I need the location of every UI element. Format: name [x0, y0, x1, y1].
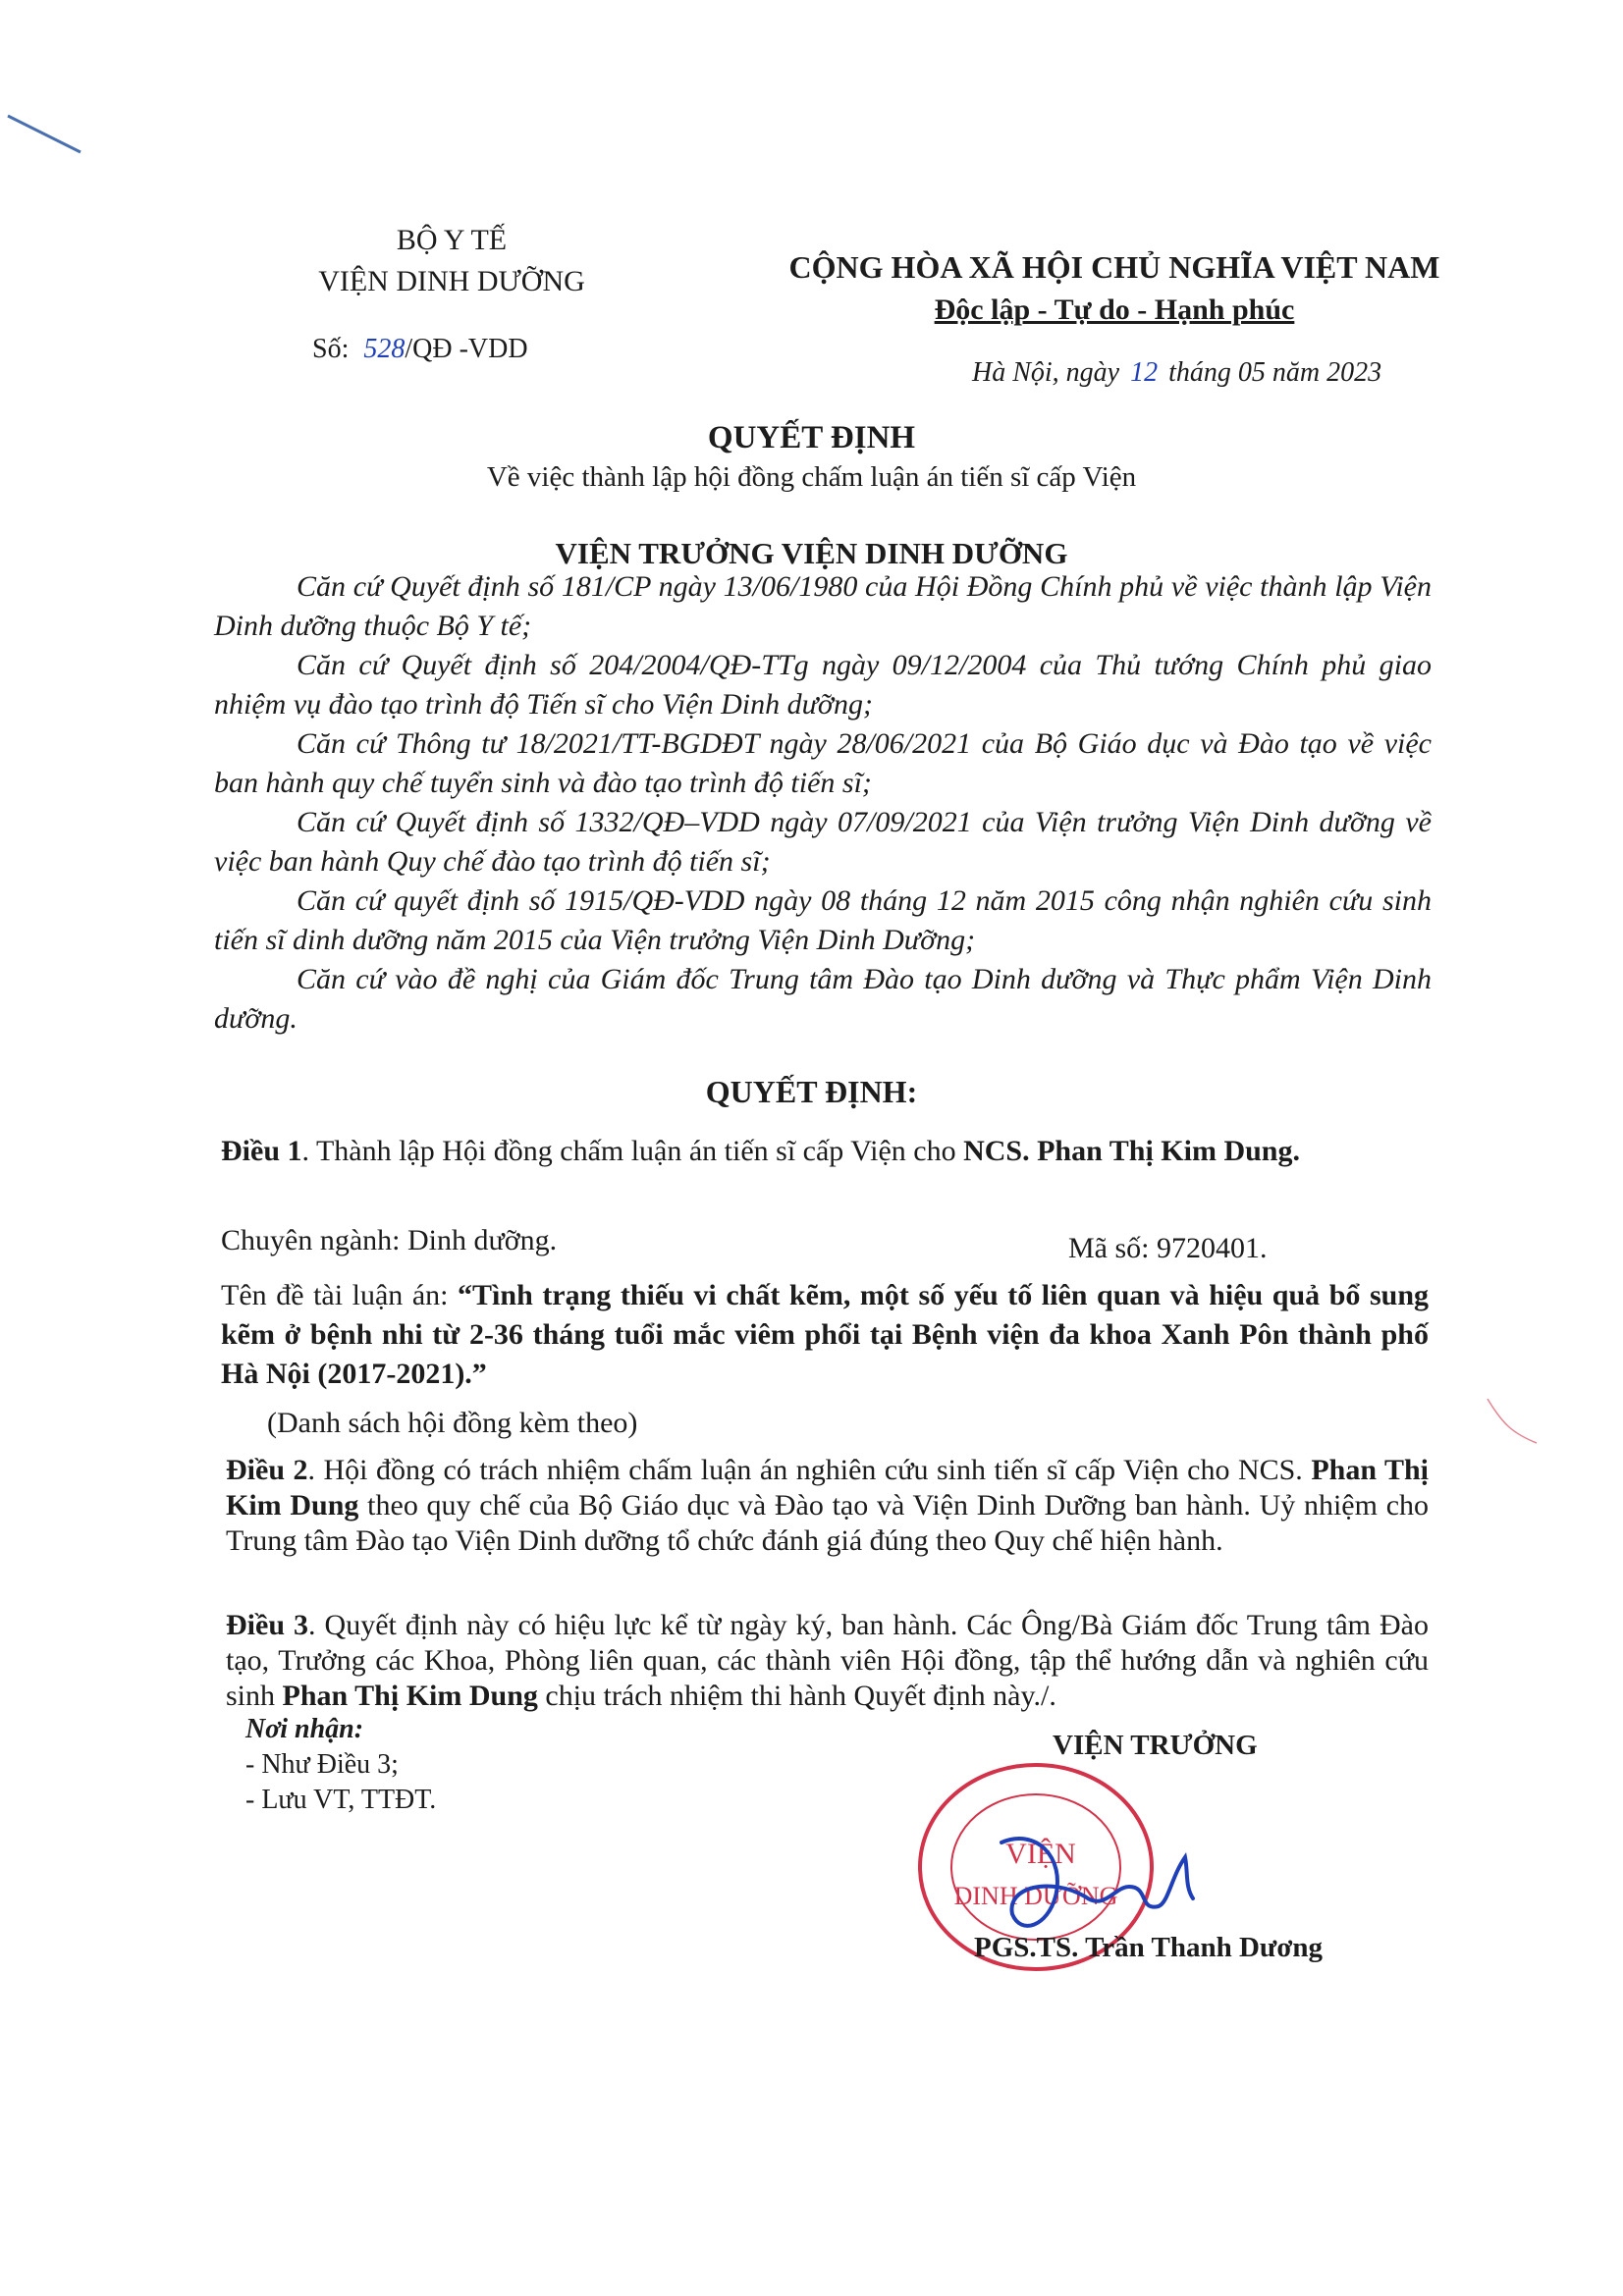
recipients-title: Nơi nhận:	[245, 1714, 364, 1744]
basis-item: Căn cứ Quyết định số 181/CP ngày 13/06/1980 của Hội Đồng Chính phủ về việc thành lập Viện Dinh dưỡng thuộc Bộ Y tế;	[214, 570, 1432, 642]
thesis-prefix: Tên đề tài luận án:	[221, 1279, 459, 1311]
thesis-title-text: “Tình trạng thiếu vi chất kẽm, một số yếu tố liên quan và hiệu quả bổ sung kẽm ở bệnh nhi từ 2-36 tháng tuổi mắc viêm phổi tại Bệnh viện đa khoa Xanh Pôn thành phố Hà Nội (2017-2021).”	[221, 1279, 1430, 1390]
issuing-authority: VIỆN TRƯỞNG VIỆN DINH DƯỠNG	[555, 536, 1068, 570]
candidate-name: NCS. Phan Thị Kim Dung.	[963, 1135, 1300, 1167]
number-suffix: /QĐ -VDD	[405, 334, 528, 364]
article-3-label: Điều 3	[226, 1609, 309, 1641]
article-2-label: Điều 2	[226, 1454, 308, 1486]
article-2-text-2: theo quy chế của Bộ Giáo dục và Đào tạo và Viện Dinh Dưỡng ban hành. Uỷ nhiệm cho Trung tâm Đào tạo Viện Dinh dưỡng tổ chức đánh giá đúng theo Quy chế hiện hành.	[226, 1489, 1430, 1557]
article-2-text-1: . Hội đồng có trách nhiệm chấm luận án nghiên cứu sinh tiến sĩ cấp Viện cho NCS.	[307, 1454, 1312, 1486]
article-1	[221, 1129, 1429, 1174]
basis-item: Căn cứ Thông tư 18/2021/TT-BGDĐT ngày 28/06/2021 của Bộ Giáo dục và Đào tạo về việc ban hành quy chế tuyển sinh và đào tạo trình độ tiến sĩ;	[214, 727, 1432, 799]
recipients	[245, 1712, 436, 1818]
basis-item: Căn cứ Quyết định số 204/2004/QĐ-TTg ngày 09/12/2004 của Thủ tướng Chính phủ giao nhiệm vụ đào tạo trình độ Tiến sĩ cho Viện Dinh dưỡng;	[214, 649, 1432, 721]
issuer-header	[250, 220, 653, 302]
signer-position: VIỆN TRƯỞNG	[1053, 1730, 1258, 1761]
basis-item: Căn cứ vào đề nghị của Giám đốc Trung tâm Đào tạo Dinh dưỡng và Thực phẩm Viện Dinh dưỡng.	[214, 963, 1432, 1035]
article-1-label: Điều 1	[221, 1135, 302, 1167]
basis-item: Căn cứ quyết định số 1915/QĐ-VDD ngày 08 tháng 12 năm 2015 công nhận nghiên cứu sinh tiến sĩ dinh dưỡng năm 2015 của Viện trưởng Viện Dinh Dưỡng;	[214, 884, 1432, 956]
ministry-name: BỘ Y TẾ	[396, 224, 508, 256]
article-3	[226, 1608, 1429, 1714]
issue-date	[972, 357, 1381, 389]
date-suffix: tháng 05 năm 2023	[1168, 357, 1382, 388]
date-prefix: Hà Nội, ngày	[972, 357, 1120, 388]
stamp-text-2: DINH DƯỠNG	[953, 1882, 1118, 1910]
document-subject: Về việc thành lập hội đồng chấm luận án tiến sĩ cấp Viện	[486, 461, 1137, 493]
recipient-item: - Như Điều 3;	[245, 1749, 399, 1780]
state-header	[707, 245, 1522, 332]
article-2-candidate: Phan Thị Kim Dung	[226, 1454, 1429, 1522]
article-3-text-2: chịu trách nhiệm thi hành Quyết định này./.	[537, 1680, 1056, 1712]
major-code: Mã số: 9720401.	[1068, 1232, 1268, 1264]
stamp-text-1: VIỆN	[1005, 1838, 1076, 1870]
edge-mark	[1483, 1394, 1542, 1453]
number-handwritten: 528	[363, 334, 406, 364]
institute-name-text: VIỆN DINH DƯỠNG	[318, 265, 585, 297]
article-1-text: . Thành lập Hội đồng chấm luận án tiến sĩ cấp Viện cho	[301, 1135, 964, 1167]
recipient-item: - Lưu VT, TTĐT.	[245, 1785, 437, 1815]
article-3-candidate: Phan Thị Kim Dung	[282, 1680, 538, 1712]
thesis-title	[221, 1276, 1429, 1394]
document-title: QUYẾT ĐỊNH	[707, 420, 916, 455]
date-day-handwritten: 12	[1130, 357, 1159, 388]
number-prefix: Số:	[312, 334, 350, 364]
institute-name	[250, 261, 653, 302]
article-2	[226, 1453, 1429, 1559]
legal-basis	[214, 567, 1432, 1039]
major: Chuyên ngành: Dinh dưỡng.	[221, 1224, 558, 1256]
signer-name: PGS.TS. Trần Thanh Dương	[974, 1932, 1324, 1963]
national-motto: Độc lập - Tự do - Hạnh phúc	[934, 294, 1295, 326]
article-3-text-1: . Quyết định này có hiệu lực kể từ ngày ký, ban hành. Các Ông/Bà Giám đốc Trung tâm Đào tạo, Trưởng các Khoa, Phòng liên quan, các thành viên Hội đồng, tập thể hướng dẫn và nghiên cứu sinh	[226, 1609, 1429, 1712]
decision-heading: QUYẾT ĐỊNH:	[705, 1074, 918, 1109]
scan-mark	[0, 98, 118, 177]
basis-item: Căn cứ Quyết định số 1332/QĐ–VDD ngày 07/09/2021 của Viện trưởng Viện Dinh dưỡng về việc ban hành Quy chế đào tạo trình độ tiến sĩ;	[214, 806, 1432, 878]
document-number	[312, 334, 528, 365]
attached-list-note: (Danh sách hội đồng kèm theo)	[267, 1407, 638, 1439]
country-name: CỘNG HÒA XÃ HỘI CHỦ NGHĨA VIỆT NAM	[788, 249, 1440, 285]
